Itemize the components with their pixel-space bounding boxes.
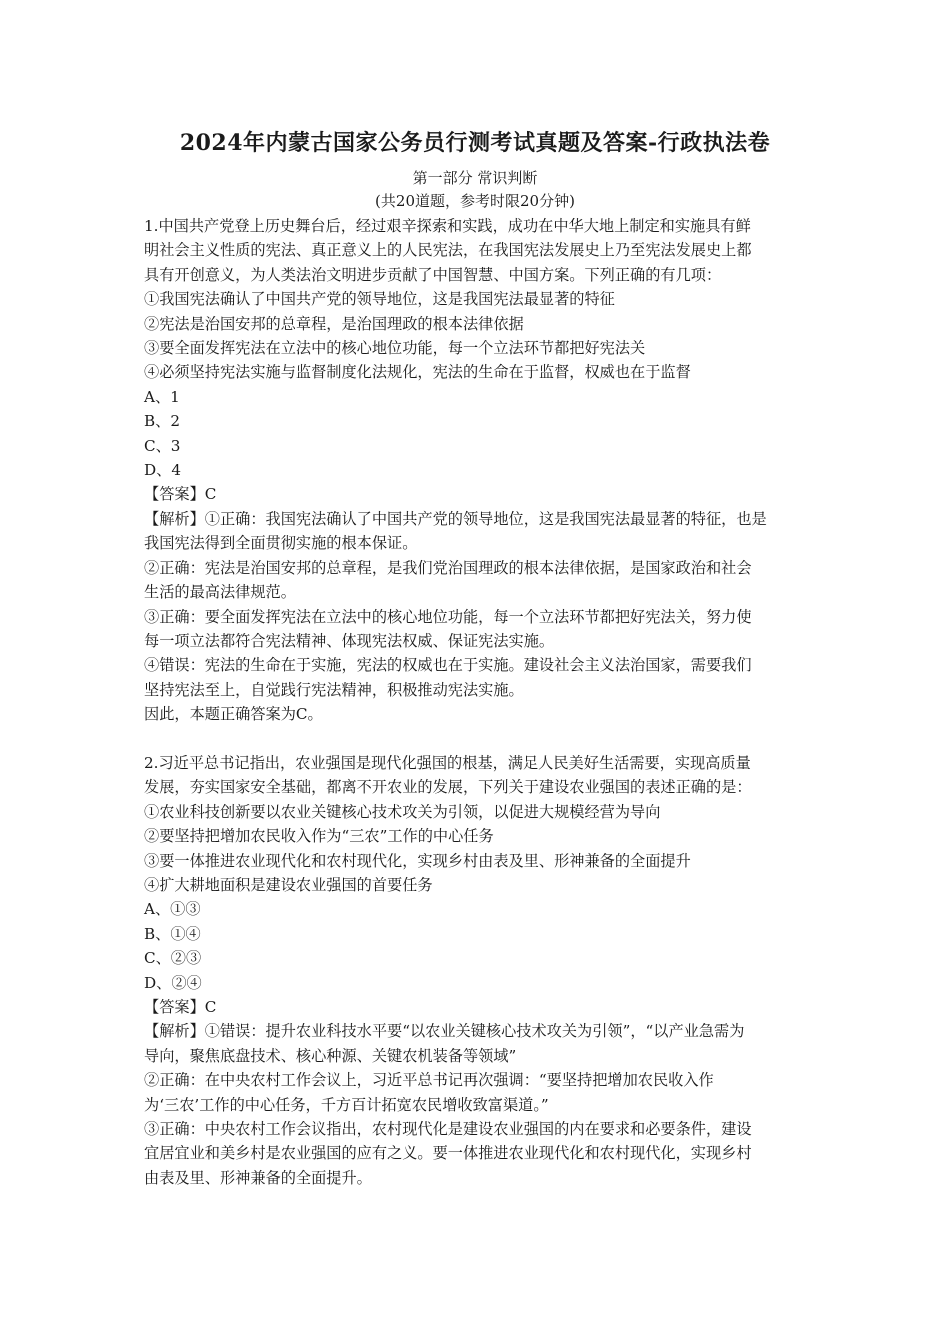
question-list	[144, 214, 814, 1190]
analysis-line: 导向，聚焦底盘技术、核心种源、关键农机装备等领域”	[144, 1046, 517, 1065]
analysis-line: 宜居宜业和美乡村是农业强国的应有之义。要一体推进农业现代化和农村现代化，实现乡村	[144, 1144, 752, 1163]
statement: ②要坚持把增加农民收入作为“三农”工作的中心任务	[144, 827, 494, 846]
analysis-line: ④错误：宪法的生命在于实施，宪法的权威也在于实施。建设社会主义法治国家，需要我们	[144, 656, 752, 675]
option: A、①③	[144, 900, 201, 919]
option: B、2	[144, 412, 181, 431]
statement: ②宪法是治国安邦的总章程，是治国理政的根本法律依据	[144, 314, 524, 333]
statement: ④扩大耕地面积是建设农业强国的首要任务	[144, 875, 433, 894]
analysis-line: 每一项立法都符合宪法精神、体现宪法权威、保证宪法实施。	[144, 631, 555, 650]
statement: ①我国宪法确认了中国共产党的领导地位，这是我国宪法最显著的特征	[144, 290, 615, 309]
statement: ①农业科技创新要以农业关键核心技术攻关为引领，以促进大规模经营为导向	[144, 802, 661, 821]
option: D、②④	[144, 973, 202, 992]
statement: ③要全面发挥宪法在立法中的核心地位功能，每一个立法环节都把好宪法关	[144, 339, 646, 358]
option: D、4	[144, 461, 182, 480]
option: C、3	[144, 436, 181, 455]
document-title: 2024年内蒙古国家公务员行测考试真题及答案-行政执法卷	[179, 130, 771, 156]
question-stem-line: 1.中国共产党登上历史舞台后，经过艰辛探索和实践，成功在中华大地上制定和实施具有鲜	[144, 217, 751, 235]
analysis-line: 我国宪法得到全面贯彻实施的根本保证。	[144, 534, 418, 553]
analysis-line: ③正确：要全面发挥宪法在立法中的核心地位功能，每一个立法环节都把好宪法关，努力使	[144, 607, 752, 626]
section-note: (共20道题，参考时限20分钟)	[375, 192, 575, 210]
statement: ③要一体推进农业现代化和农村现代化，实现乡村由表及里、形神兼备的全面提升	[144, 851, 691, 870]
statement: ④必须坚持宪法实施与监督制度化法规化，宪法的生命在于监督，权威也在于监督	[144, 363, 691, 382]
analysis-line: 坚持宪法至上，自觉践行宪法精神，积极推动宪法实施。	[144, 680, 524, 699]
analysis-line: ②正确：在中央农村工作会议上，习近平总书记再次强调：“要坚持把增加农民收入作	[144, 1071, 714, 1090]
analysis-line: 由表及里、形神兼备的全面提升。	[144, 1168, 372, 1187]
question-1	[144, 214, 814, 727]
question-stem-line: 发展，夯实国家安全基础，都离不开农业的发展，下列关于建设农业强国的表述正确的是：	[144, 778, 752, 797]
analysis-line: ②正确：宪法是治国安邦的总章程，是我们党治国理政的根本法律依据，是国家政治和社会	[144, 558, 752, 577]
option: C、②③	[144, 949, 202, 968]
question-separator	[144, 727, 814, 751]
question-stem-line: 具有开创意义，为人类法治文明进步贡献了中国智慧、中国方案。下列正确的有几项：	[144, 265, 722, 284]
answer: 【答案】C	[144, 485, 217, 504]
answer: 【答案】C	[144, 997, 217, 1016]
question-2	[144, 751, 814, 1190]
question-stem-line: 2.习近平总书记指出，农业强国是现代化强国的根基，满足人民美好生活需要，实现高质量	[144, 753, 751, 772]
question-stem-line: 明社会主义性质的宪法、真正意义上的人民宪法，在我国宪法发展史上乃至宪法发展史上都	[144, 241, 752, 260]
analysis-line: 因此，本题正确答案为C。	[144, 705, 323, 724]
option: A、1	[144, 387, 180, 406]
analysis-line: 【解析】①正确：我国宪法确认了中国共产党的领导地位，这是我国宪法最显著的特征，也是	[144, 509, 767, 528]
analysis-line: 为‘三农’工作的中心任务，千方百计拓宽农民增收致富渠道。”	[144, 1095, 549, 1114]
option: B、①④	[144, 924, 201, 943]
analysis-line: 【解析】①错误：提升农业科技水平要“以农业关键核心技术攻关为引领”，“以产业急需为	[144, 1022, 745, 1041]
analysis-line: ③正确：中央农村工作会议指出，农村现代化是建设农业强国的内在要求和必要条件，建设	[144, 1120, 752, 1139]
section-title: 第一部分 常识判断	[412, 169, 538, 187]
analysis-line: 生活的最高法律规范。	[144, 583, 296, 602]
